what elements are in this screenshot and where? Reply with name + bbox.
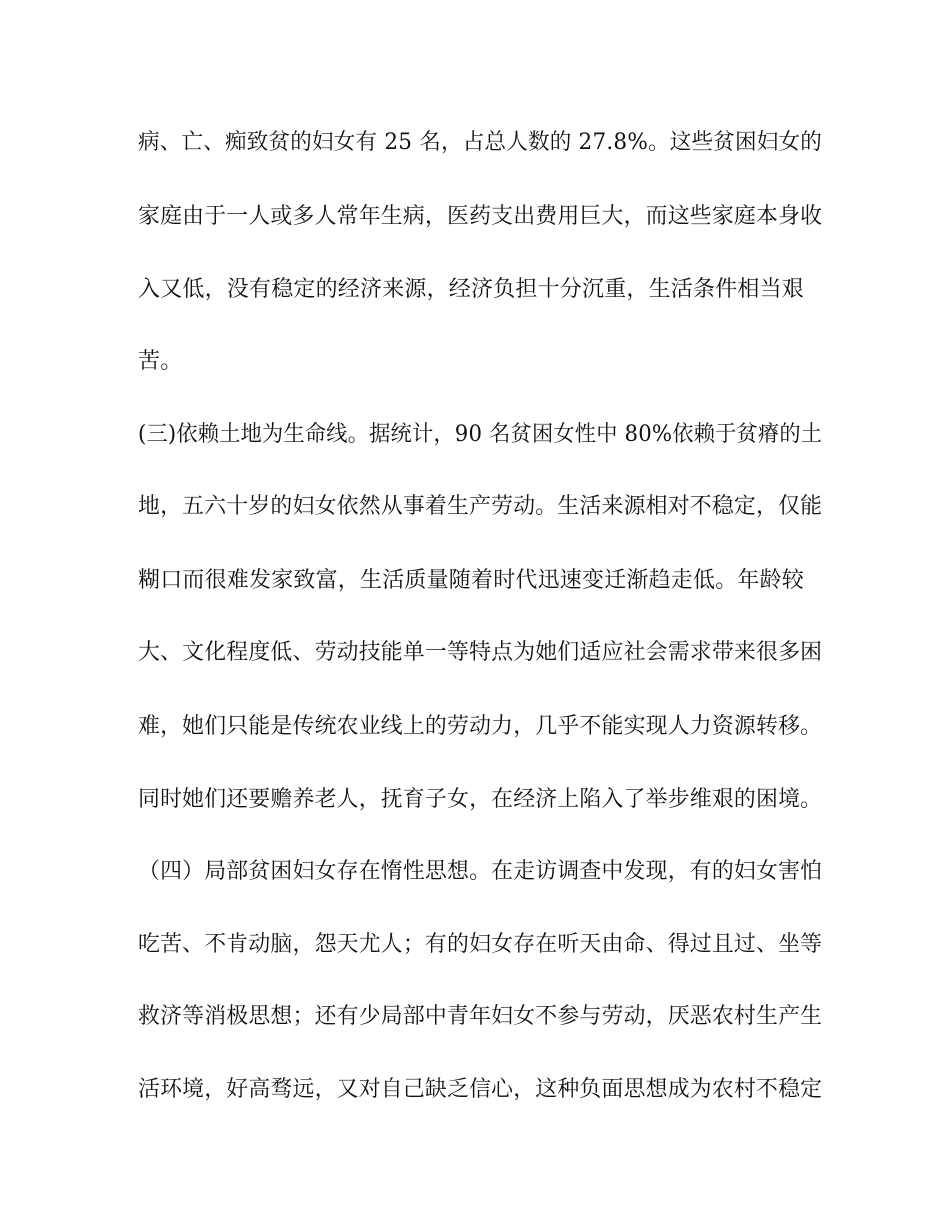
paragraph-line: 苦。 [138,349,183,374]
paragraph-line: 活环境，好高骛远，又对自己缺乏信心，这种负面思想成为农村不稳定 [138,1077,823,1102]
paragraph-line: 家庭由于一人或多人常年生病，医药支出费用巨大，而这些家庭本身收 [138,204,823,229]
paragraph-line: 吃苦、不肯动脑，怨天尤人；有的妇女存在听天由命、得过且过、坐等 [138,932,823,957]
section-heading-line: (三)依赖土地为生命线。据统计，90 名贫困女性中 80%依赖于贫瘠的土 [138,422,823,447]
paragraph-line: 病、亡、痴致贫的妇女有 25 名，占总人数的 27.8%。这些贫困妇女的 [138,130,823,155]
paragraph-line: 救济等消极思想；还有少局部中青年妇女不参与劳动，厌恶农村生产生 [138,1004,823,1029]
paragraph-line: 大、文化程度低、劳动技能单一等特点为她们适应社会需求带来很多困 [138,640,823,665]
paragraph-line: 同时她们还要赡养老人，抚育子女，在经济上陷入了举步维艰的困境。 [138,787,823,812]
paragraph-line: 难，她们只能是传统农业线上的劳动力，几乎不能实现人力资源转移。 [138,714,823,739]
paragraph-line: 糊口而很难发家致富，生活质量随着时代迅速变迁渐趋走低。年龄较 [138,568,805,593]
section-heading-line: （四）局部贫困妇女存在惰性思想。在走访调查中发现，有的妇女害怕 [138,859,823,884]
paragraph-line: 地，五六十岁的妇女依然从事着生产劳动。生活来源相对不稳定，仅能 [138,494,823,519]
paragraph-line: 入又低，没有稳定的经济来源，经济负担十分沉重，生活条件相当艰 [138,277,805,302]
